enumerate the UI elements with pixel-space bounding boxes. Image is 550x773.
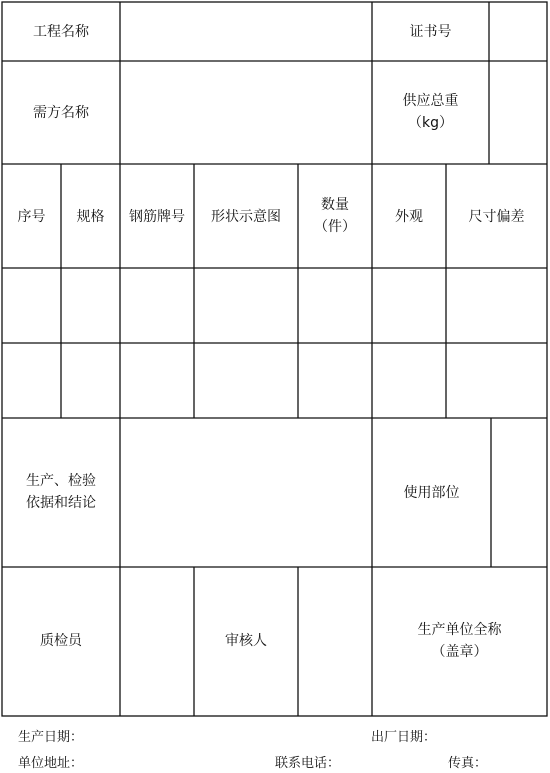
manufacturer-label <box>372 619 547 663</box>
total-weight-field[interactable] <box>490 62 546 163</box>
manufacturer-line-2: （盖章） <box>431 644 488 660</box>
col-appearance-header: 外观 <box>395 209 423 225</box>
total-weight-unit: （kg） <box>408 115 453 131</box>
certificate-no-label: 证书号 <box>409 24 452 40</box>
col-shape-header: 形状示意图 <box>211 209 281 225</box>
col-deviation-header: 尺寸偏差 <box>468 209 525 225</box>
reviewer-label: 审核人 <box>225 633 267 649</box>
inspector-signature-field[interactable] <box>121 568 193 715</box>
col-seq-header: 序号 <box>17 209 46 225</box>
basis-line-1: 生产、检验 <box>26 473 96 489</box>
table-row[interactable] <box>3 344 546 417</box>
buyer-name-field[interactable] <box>121 62 371 163</box>
usage-field[interactable] <box>492 419 546 566</box>
usage-label: 使用部位 <box>403 485 460 501</box>
project-name-label: 工程名称 <box>33 24 89 40</box>
total-weight-text: 供应总重 <box>402 93 459 109</box>
phone-label: 联系电话： <box>275 756 341 771</box>
production-date-label: 生产日期： <box>18 730 84 745</box>
buyer-name-label: 需方名称 <box>33 105 89 121</box>
col-grade-header: 钢筋牌号 <box>129 209 185 225</box>
basis-label <box>2 470 120 514</box>
basis-line-2: 依据和结论 <box>26 495 96 511</box>
inspector-label: 质检员 <box>40 633 82 649</box>
manufacturer-line-1: 生产单位全称 <box>417 622 502 638</box>
table-row[interactable] <box>3 269 546 342</box>
total-weight-label <box>372 90 489 134</box>
col-qty-unit: （件） <box>314 219 356 235</box>
address-label: 单位地址： <box>18 756 84 771</box>
basis-field[interactable] <box>121 419 371 566</box>
col-qty-header <box>298 194 372 238</box>
delivery-date-label: 出厂日期： <box>371 730 437 745</box>
project-name-field[interactable] <box>121 3 371 60</box>
reviewer-signature-field[interactable] <box>299 568 371 715</box>
col-spec-header: 规格 <box>76 209 105 225</box>
col-qty-label: 数量 <box>321 197 349 213</box>
certificate-no-field[interactable] <box>490 3 546 60</box>
fax-label: 传真： <box>448 756 488 771</box>
